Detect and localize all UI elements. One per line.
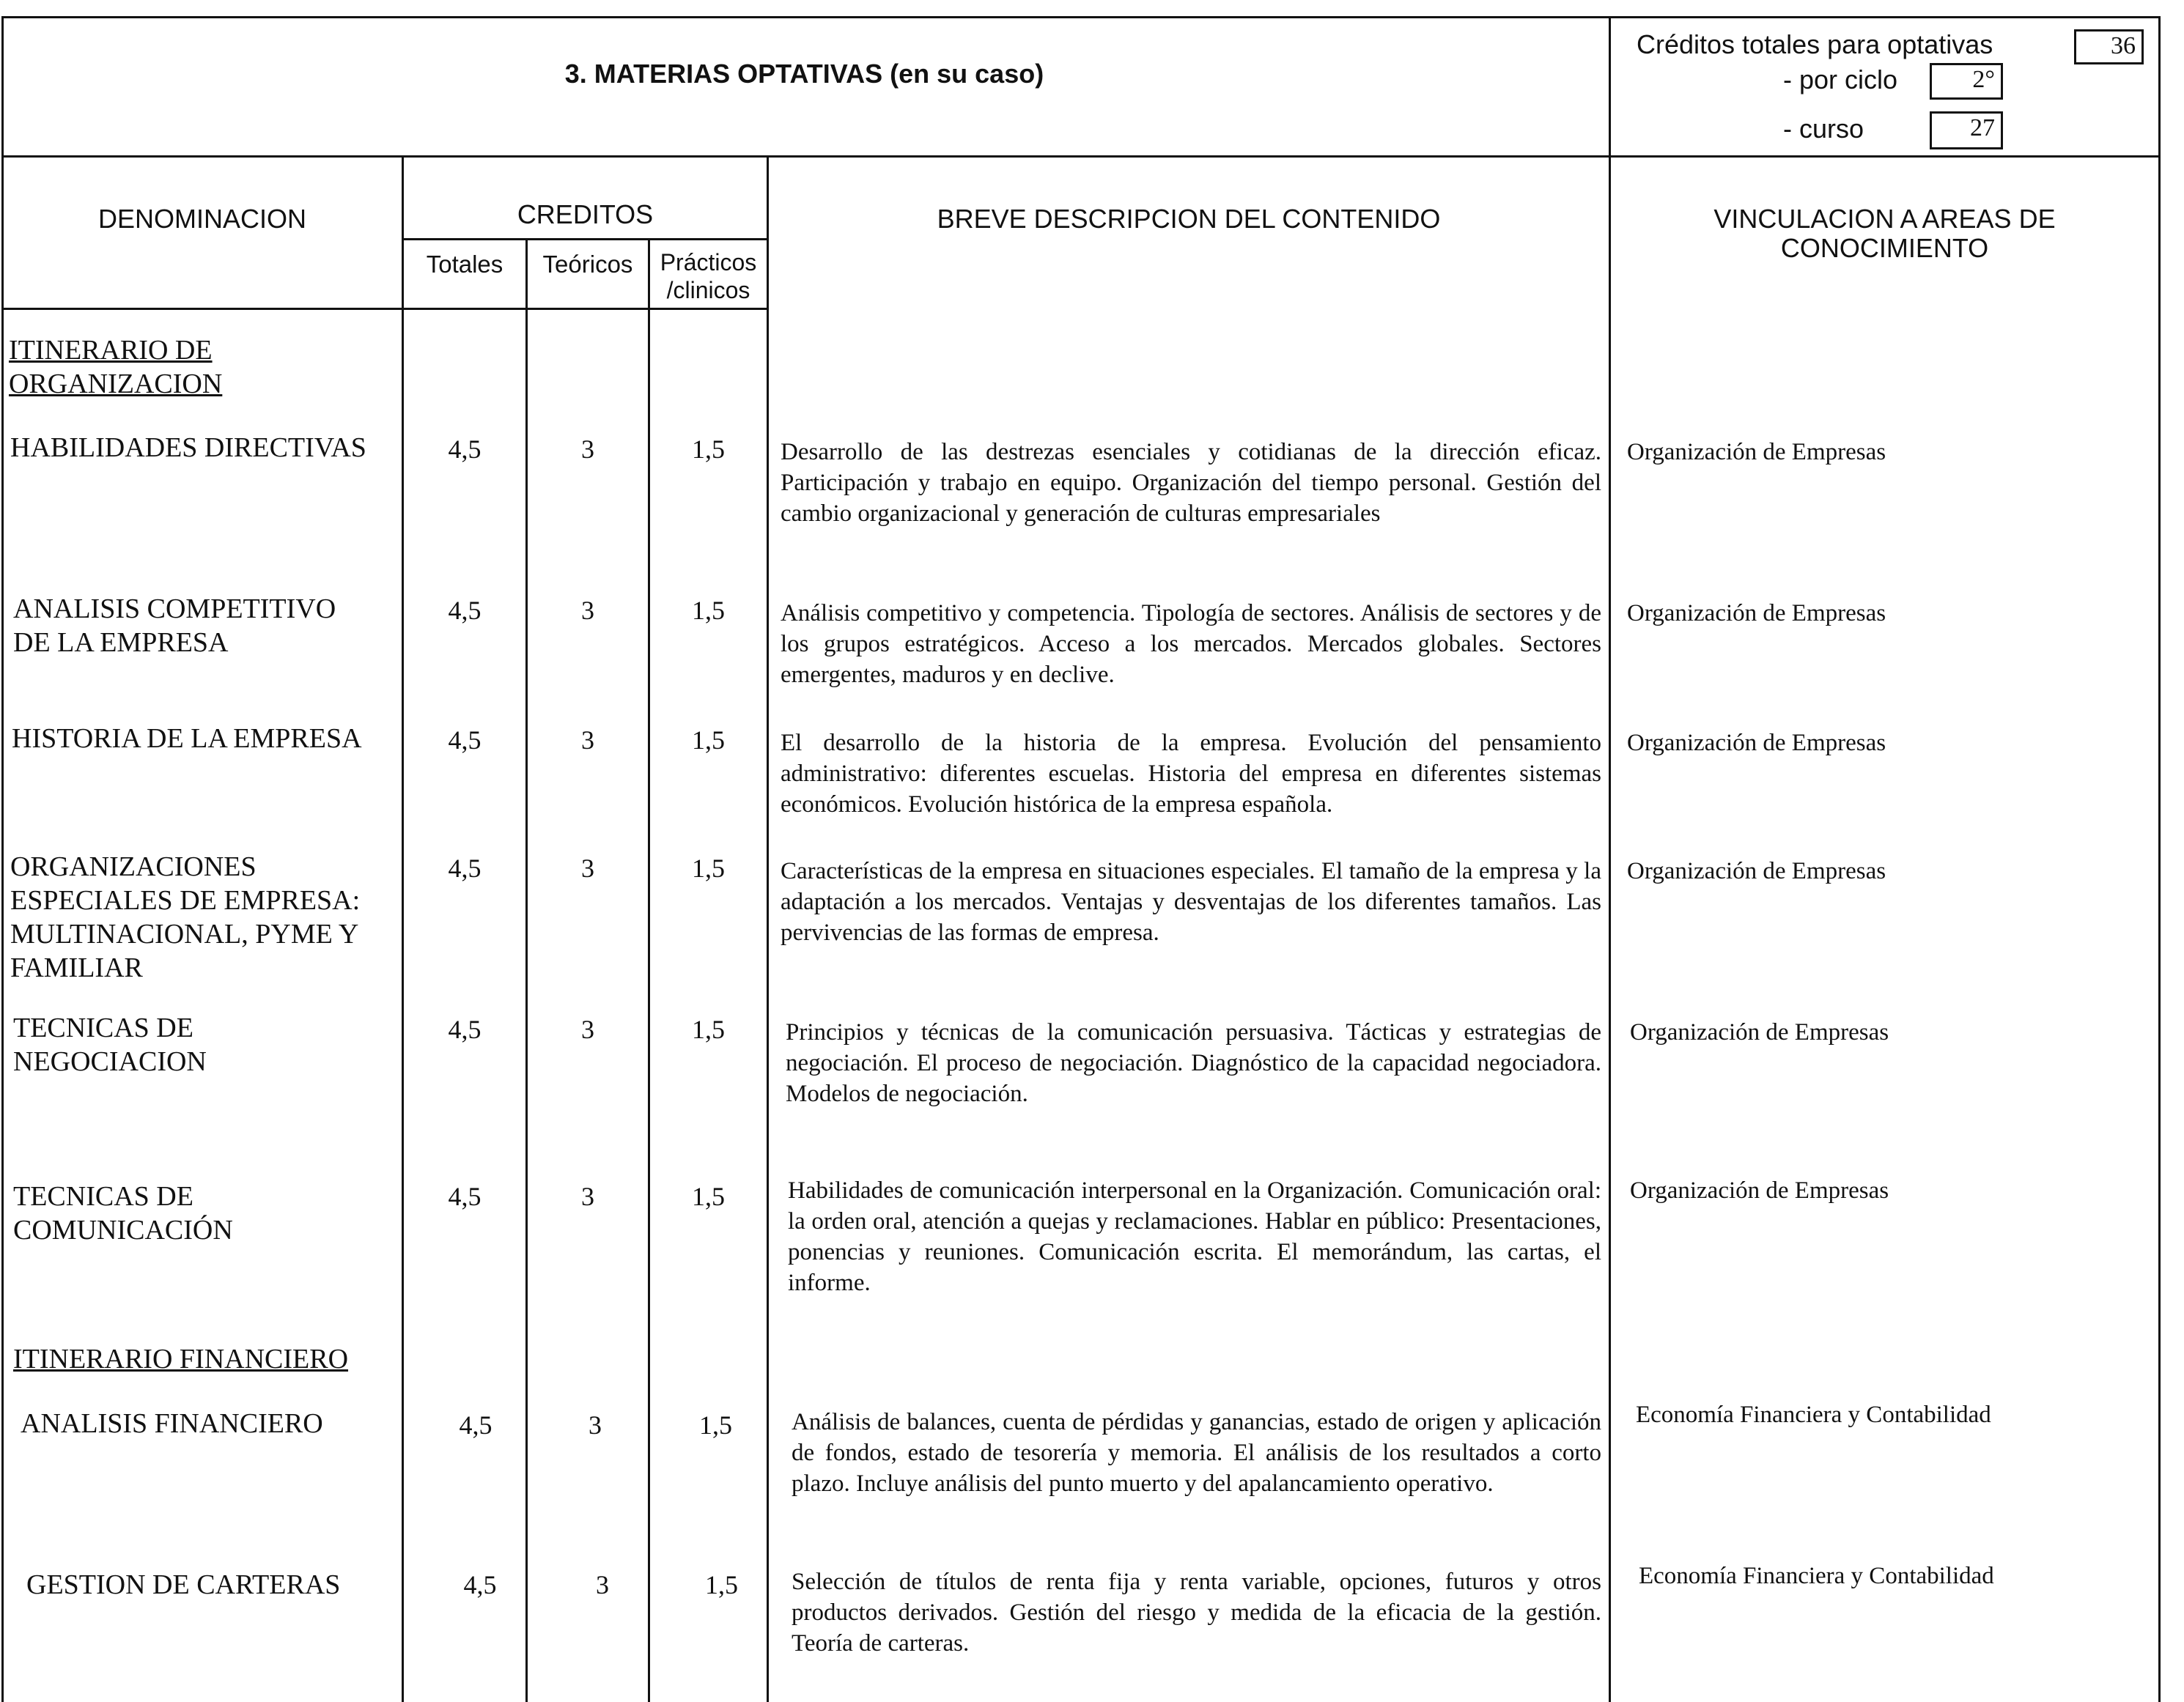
knowledge-area: Economía Financiera y Contabilidad [1636,1402,1991,1428]
knowledge-area: Organización de Empresas [1627,600,1886,626]
header-bottom-rule [1,155,2161,158]
page-title: 3. MATERIAS OPTATIVAS (en su caso) [564,59,1044,89]
content-description: Selección de títulos de renta fija y renta variable, opciones, futuros y otros productos derivados. Gestión del riesgo y medida de la eficacia de la gestión. Teoría de carteras. [792,1569,1601,1657]
credits-practicos: 1,5 [699,1410,732,1440]
knowledge-area: Organización de Empresas [1627,858,1886,884]
knowledge-area: Organización de Empresas [1630,1019,1889,1046]
right-border [2158,16,2161,1702]
subject-name: TECNICAS DE NEGOCIACION [13,1013,207,1077]
column-header-totales: Totales [426,251,503,278]
credits-practicos: 1,5 [705,1570,738,1599]
credits-totales: 4,5 [448,854,482,883]
section-title: ITINERARIO FINANCIERO [13,1344,349,1374]
per-cycle-label: - por ciclo [1783,64,1898,95]
column-header-vinculacion-line1: VINCULACION A AREAS DE [1713,204,2056,234]
column-header-denominacion: DENOMINACION [97,204,306,234]
subject-name: ANALISIS FINANCIERO [21,1408,323,1439]
credits-totales: 4,5 [448,1182,482,1211]
subject-name: HISTORIA DE LA EMPRESA [12,723,362,754]
credits-practicos: 1,5 [692,596,725,625]
column-header-practicos-line1: Prácticos [660,249,757,275]
knowledge-area: Economía Financiera y Contabilidad [1639,1563,1994,1589]
credits-teoricos: 3 [581,1182,594,1211]
creditos-subheader-rule [402,238,767,240]
content-description: Principios y técnicas de la comunicación persuasiva. Tácticas y estrategias de negociación. El proceso de negociación. Diagnóstico de la capacidad negociadora. Modelos de negociación. [786,1019,1601,1107]
section-title: ITINERARIO DE ORGANIZACION [9,335,223,399]
course-value: 27 [1930,111,2003,149]
column-header-vinculacion-line2: CONOCIMIENTO [1780,233,1989,263]
content-description: Características de la empresa en situaciones especiales. El tamaño de la empresa y la adaptación a los mercados. Ventajas y desventajas de los diferentes tamaños. Las pervivencias de las formas de empresa. [781,858,1601,946]
credits-teoricos: 3 [581,1015,594,1044]
column-header-creditos: CREDITOS [517,199,654,229]
content-description: Análisis de balances, cuenta de pérdidas y ganancias, estado de origen y aplicación de fondos, estado de tesorería y memoria. El análisis de los resultados a corto plazo. Incluye análisis del punto muerto y del apalancamiento operativo. [792,1409,1601,1497]
subject-name: TECNICAS DE COMUNICACIÓN [13,1181,233,1246]
right-header-divider [1609,16,1611,1702]
credits-teoricos: 3 [589,1410,602,1440]
subject-name: HABILIDADES DIRECTIVAS [10,432,366,463]
credits-totales: 4,5 [448,725,482,755]
per-cycle-value: 2° [1930,63,2003,100]
credits-practicos: 1,5 [692,725,725,755]
knowledge-area: Organización de Empresas [1630,1177,1889,1204]
knowledge-area: Organización de Empresas [1627,439,1886,465]
credits-teoricos: 3 [581,854,594,883]
content-description: Habilidades de comunicación interpersonal en la Organización. Comunicación oral: la orden oral, atención a quejas y reclamaciones. Hablar en público: Presentaciones, ponencias y reuniones. Comunicación escrita. El memorándum, las cartas, el informe. [788,1177,1601,1296]
content-description: El desarrollo de la historia de la empresa. Evolución del pensamiento administrativo: diferentes escuelas. Historia del empresa en diferentes sistemas económicos. Evolución histórica de la empresa española. [781,730,1601,818]
left-border [1,16,4,1702]
subject-name: GESTION DE CARTERAS [26,1569,341,1600]
subject-name: ORGANIZACIONES ESPECIALES DE EMPRESA: MULTINACIONAL, PYME Y FAMILIAR [10,851,361,983]
credits-teoricos: 3 [581,596,594,625]
course-label: - curso [1783,114,1864,144]
credits-teoricos: 3 [581,434,594,464]
credits-totales: 4,5 [448,596,482,625]
credits-teoricos: 3 [596,1570,609,1599]
credits-totales: 4,5 [448,434,482,464]
col-divider-denominacion [402,155,404,1702]
column-header-bottom-rule [1,308,767,310]
content-description: Desarrollo de las destrezas esenciales y cotidianas de la dirección eficaz. Participación y trabajo en equipo. Organización del tiempo personal. Gestión del cambio organizacional y generación de culturas empresariales [781,439,1601,527]
credits-practicos: 1,5 [692,854,725,883]
column-header-teoricos: Teóricos [542,251,633,278]
credits-totales: 4,5 [459,1410,492,1440]
knowledge-area: Organización de Empresas [1627,730,1886,756]
column-header-practicos-line2: /clinicos [666,277,750,303]
credits-practicos: 1,5 [692,1015,725,1044]
col-divider-practicos [767,155,769,1702]
credits-totales: 4,5 [448,1015,482,1044]
credits-teoricos: 3 [581,725,594,755]
credits-total-value: 36 [2074,29,2144,64]
credits-practicos: 1,5 [692,1182,725,1211]
column-header-descripcion: BREVE DESCRIPCION DEL CONTENIDO [937,204,1441,234]
credits-total-label: Créditos totales para optativas [1637,29,1993,59]
content-description: Análisis competitivo y competencia. Tipología de sectores. Análisis de sectores y de los grupos estratégicos. Acceso a los mercados. Mercados globales. Sectores emergentes, maduros y en declive. [781,600,1601,688]
top-border [1,16,2161,18]
credits-totales: 4,5 [463,1570,497,1599]
subject-name: ANALISIS COMPETITIVO DE LA EMPRESA [13,593,336,658]
credits-practicos: 1,5 [692,434,725,464]
